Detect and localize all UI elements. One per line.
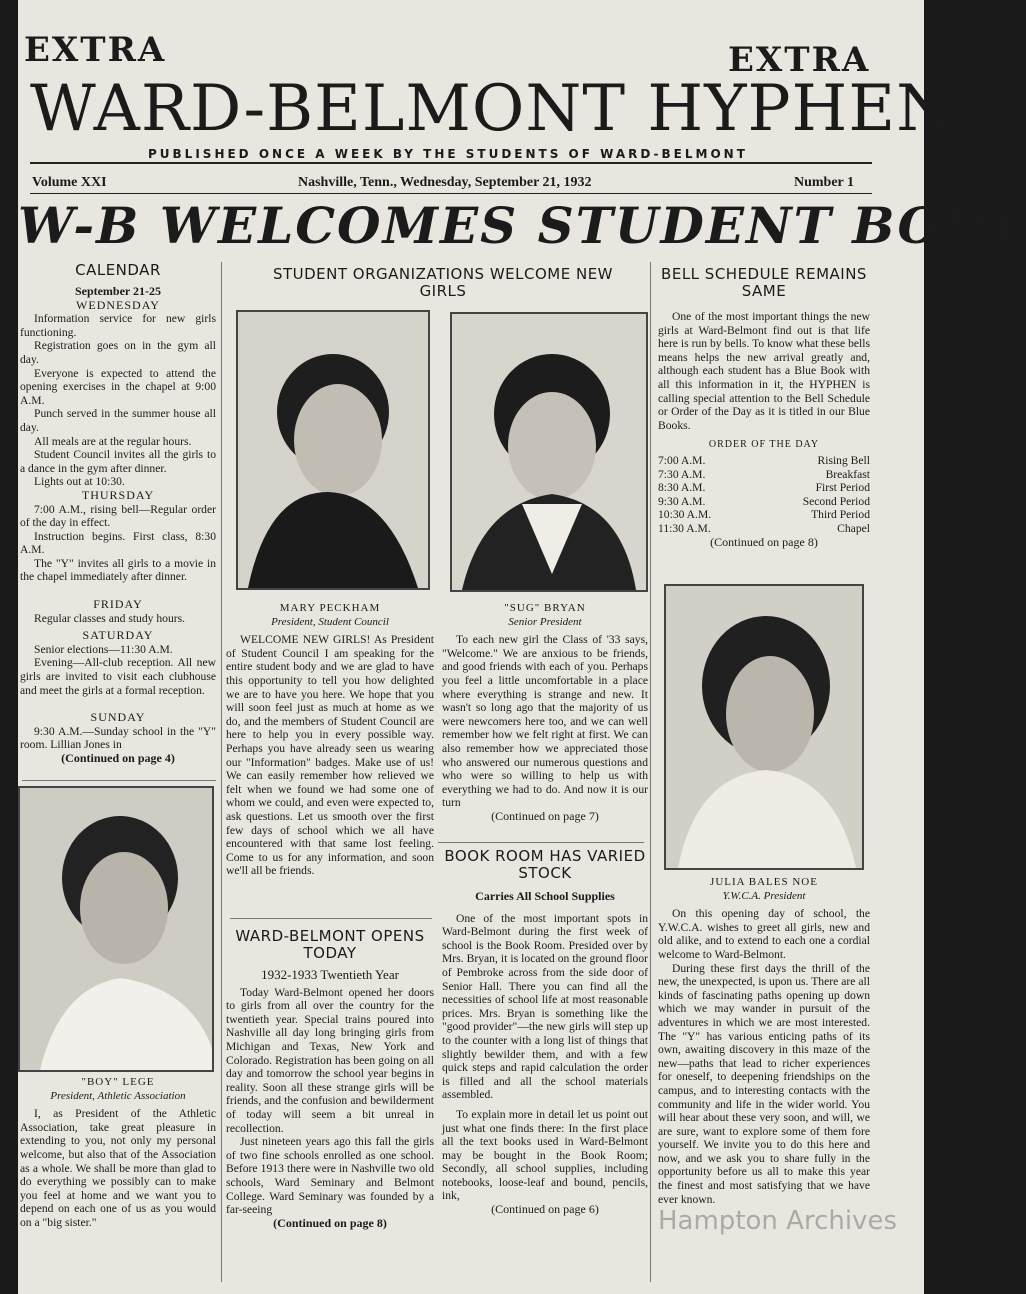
section-rule bbox=[230, 918, 432, 919]
noe-body: On this opening day of school, the Y.W.C.A. wishes to greet all girls, new and old alike, and to extend to each one a cordial welcome to Ward-Belmont. bbox=[658, 907, 870, 961]
bell-body: One of the most important things the new girls at Ward-Belmont find out is that life here is run by bells. To know what these bells means helps the new arrival greatly and, although each student has a Blue Book with all this information in it, the HYPHEN is calling special attention to the Bell Schedule or Order of the Day as it is titled in our Blue Books. bbox=[658, 310, 870, 432]
masthead: WARD-BELMONT HYPHEN bbox=[30, 72, 954, 146]
column-rule bbox=[221, 262, 222, 1282]
noe-photo bbox=[664, 584, 864, 870]
dateline: Nashville, Tenn., Wednesday, September 21, 1932 bbox=[298, 175, 592, 190]
calendar-item: The "Y" invites all girls to a movie in the chapel immediately after dinner. bbox=[20, 556, 216, 584]
bryan-photo bbox=[450, 312, 648, 592]
peckham-article bbox=[226, 602, 434, 878]
lege-name: "BOY" LEGE bbox=[81, 1076, 155, 1088]
calendar-dates: September 21-25 bbox=[74, 284, 162, 298]
calendar-item: 9:30 A.M.—Sunday school in the "Y" room. Lillian Jones in bbox=[20, 724, 216, 752]
schedule-row bbox=[658, 481, 870, 495]
bell-continued: (Continued on page 8) bbox=[710, 534, 818, 549]
dateline-rule bbox=[30, 193, 872, 194]
peckham-name: MARY PECKHAM bbox=[279, 602, 381, 614]
calendar-item: 7:00 A.M., rising bell—Regular order of the day in effect. bbox=[20, 502, 216, 530]
opens-body: Today Ward-Belmont opened her doors to girls from all over the country for the twentieth year. Special trains poured into Nashville all day long bringing girls from Michigan and Texas, New York and Colorado. Registration has been going on all day and tomorrow the school year begins in reality. Soon all these strange girls will be friends, and the confusion and bewilderment of today will seem a bit unreal in recollection. bbox=[226, 985, 434, 1135]
calendar-item: Senior elections—11:30 A.M. bbox=[34, 642, 173, 656]
bryan-name: "SUG" BRYAN bbox=[504, 602, 586, 614]
noe-body2: During these first days the thrill of the new, the unexpected, is upon us. There are all kinds of fascinating paths opening up down which we may wander in pursuit of the adventures in which we are most interested. The "Y" has various enticing paths of its own, awaiting discovery in this maze of the new—paths that lead to richer experiences for oneself, to deepening friendships on the campus, and to interesting contacts with the community and life in the wider world. You will hear about these very soon, and will, we are sure, want to explore some of them fore yourself. We invite you to do this here and now, and we ask you to share fully in the opportunity before us all to make this year the finest and most satisfying that we have ever known. bbox=[658, 961, 870, 1206]
calendar-continued: (Continued on page 4) bbox=[61, 751, 175, 765]
masthead-rule bbox=[30, 162, 872, 164]
opens-body2: Just nineteen years ago this fall the girls of two fine schools enrolled as one school. Before 1913 there were in Nashville two old schools, Ward Seminary and Belmont College. Ward Seminary was founded by a far-seeing bbox=[226, 1135, 434, 1217]
calendar-item: Evening—All-club reception. All new girls are invited to visit each clubhouse and meet the girls at a formal reception. bbox=[20, 656, 216, 697]
calendar-item: Student Council invites all the girls to a dance in the gym after dinner. bbox=[20, 448, 216, 475]
schedule-row bbox=[658, 522, 870, 536]
bell-schedule bbox=[658, 454, 870, 536]
calendar-item: Instruction begins. First class, 8:30 A.M. bbox=[20, 529, 216, 557]
noe-name: JULIA BALES NOE bbox=[710, 876, 818, 888]
day-heading: WEDNESDAY bbox=[76, 297, 160, 312]
main-headline: W-B WELCOMES STUDENT BODY bbox=[18, 196, 1026, 255]
schedule-row bbox=[658, 468, 870, 482]
schedule-time: 7:30 A.M. bbox=[658, 467, 706, 481]
peckham-photo bbox=[236, 310, 430, 590]
bookroom-body: One of the most important spots in Ward-Belmont during the first week of school is the Book Room. Presided over by Mrs. Bryan, it is located on the ground floor of Pembroke across from the side door of Senior Hall. There you can find all the necessities of school life at most reasonable prices. Mrs. Bryan is something like the "good provider"—the new girls will step up to the counter with a long list of things that slightly bewilder them, and with a few quick steps and rapid calculation the order is filled and all the school materials assembled. bbox=[442, 911, 648, 1102]
schedule-event: First Period bbox=[815, 481, 870, 495]
bookroom-body2: To explain more in detail let us point out just what one finds there: In the first place all the text books used in Ward-Belmont may be bought in the Book Room; Secondly, all school supplies, including notebooks, loose-leaf and bound, pencils, ink, bbox=[442, 1107, 648, 1203]
calendar-item: Regular classes and study hours. bbox=[34, 611, 186, 625]
calendar-item: Everyone is expected to attend the opening exercises in the chapel at 9:00 A.M. bbox=[20, 366, 216, 407]
bryan-body: To each new girl the Class of '33 says, "Welcome." We are anxious to be friends, and good friends with each of you. Perhaps you feel a little uncomfortable in a place where everything is strange and new. It wasn't so long ago that the majority of us were newcomers here too, and we can well remember how we felt right at first. We can also remember how we appreciated those who answered our numerous questions and who were so willing to help us with everything we had to do. And now it is our turn bbox=[442, 633, 648, 810]
section-rule bbox=[438, 842, 644, 843]
opens-subhead: 1932-1933 Twentieth Year bbox=[261, 967, 399, 982]
calendar-item: Punch served in the summer house all day. bbox=[20, 407, 216, 434]
bryan-title: Senior President bbox=[508, 615, 582, 628]
schedule-event: Chapel bbox=[837, 521, 870, 535]
schedule-event: Breakfast bbox=[825, 467, 870, 481]
lege-title: President, Athletic Association bbox=[50, 1089, 186, 1102]
schedule-time: 7:00 A.M. bbox=[658, 453, 706, 467]
extra-left: EXTRA bbox=[24, 30, 167, 70]
bookroom-article bbox=[442, 848, 648, 1217]
publisher-line: PUBLISHED ONCE A WEEK BY THE STUDENTS OF WARD-BELMONT bbox=[148, 147, 748, 161]
order-title: ORDER OF THE DAY bbox=[708, 439, 820, 451]
day-heading: SATURDAY bbox=[82, 628, 154, 643]
day-heading: THURSDAY bbox=[81, 487, 155, 502]
calendar-item: Lights out at 10:30. bbox=[34, 475, 125, 489]
bryan-article bbox=[442, 602, 648, 824]
newspaper-page bbox=[18, 0, 1026, 1294]
calendar-item: All meals are at the regular hours. bbox=[34, 434, 192, 448]
column-rule bbox=[650, 262, 651, 1282]
bookroom-headline: BOOK ROOM HAS VARIED STOCK bbox=[444, 847, 646, 882]
day-heading: FRIDAY bbox=[93, 597, 143, 612]
calendar-article bbox=[20, 262, 216, 766]
schedule-time: 10:30 A.M. bbox=[658, 508, 712, 522]
noe-title: Y.W.C.A. President bbox=[722, 889, 806, 902]
bryan-continued: (Continued on page 7) bbox=[491, 808, 599, 823]
schedule-event: Third Period bbox=[811, 508, 870, 522]
schedule-row bbox=[658, 495, 870, 509]
opens-continued: (Continued on page 8) bbox=[273, 1215, 387, 1230]
thursday-list bbox=[20, 503, 216, 585]
noe-article bbox=[658, 876, 870, 1206]
lege-photo bbox=[18, 786, 214, 1072]
peckham-body: WELCOME NEW GIRLS! As President of Student Council I am speaking for the entire student body and we are glad to have this opportunity to tell you how delighted we are to have you here. We hope that you will soon feel just as much at home as we do, and the members of Student Council are here to help you in every possible way. Perhaps you have already seen us wearing our "Information" badges. Make use of us! We can easily remember how relieved we felt when we found we had some one of whom we could, and even were expected to, ask questions. Let us smooth over the first few days of school which we all have encountered with that same lost feeling. Come to us for any information, and soon we'll all be friends. bbox=[226, 633, 434, 878]
extra-right: EXTRA bbox=[728, 40, 871, 80]
opens-headline: WARD-BELMONT OPENS TODAY bbox=[235, 927, 425, 962]
saturday-list bbox=[20, 643, 216, 697]
lege-body: I, as President of the Athletic Association, take great pleasure in extending to you, not only my personal welcome, but also that of the Association as a whole. We shall be more than glad to do everything we possibly can to make you feel at home and we want you to depend on each one of us as you would on a "big sister." bbox=[20, 1107, 216, 1229]
archive-watermark: Hampton Archives bbox=[658, 1206, 897, 1236]
bell-article bbox=[658, 266, 870, 549]
schedule-time: 8:30 A.M. bbox=[658, 481, 706, 495]
issue-number: Number 1 bbox=[794, 175, 855, 190]
wednesday-list bbox=[20, 312, 216, 489]
schedule-time: 9:30 A.M. bbox=[658, 494, 706, 508]
calendar-title: CALENDAR bbox=[75, 261, 161, 279]
opens-article bbox=[226, 928, 434, 1230]
bell-headline: BELL SCHEDULE REMAINS SAME bbox=[661, 265, 867, 300]
sunday-list bbox=[20, 725, 216, 752]
day-heading: SUNDAY bbox=[90, 710, 146, 725]
schedule-event: Rising Bell bbox=[817, 453, 870, 467]
friday-list bbox=[20, 612, 216, 626]
schedule-row bbox=[658, 454, 870, 468]
calendar-item: Registration goes on in the gym all day. bbox=[20, 339, 216, 366]
bookroom-continued: (Continued on page 6) bbox=[491, 1202, 599, 1217]
schedule-event: Second Period bbox=[802, 494, 870, 508]
calendar-item: Information service for new girls functioning. bbox=[20, 312, 216, 339]
lege-article bbox=[20, 1076, 216, 1230]
section-rule bbox=[22, 780, 216, 781]
peckham-title: President, Student Council bbox=[271, 615, 389, 628]
orgs-headline: STUDENT ORGANIZATIONS WELCOME NEW GIRLS bbox=[272, 265, 614, 300]
schedule-row bbox=[658, 508, 870, 522]
schedule-time: 11:30 A.M. bbox=[658, 521, 711, 535]
bookroom-subhead: Carries All School Supplies bbox=[475, 889, 615, 903]
volume: Volume XXI bbox=[32, 175, 107, 190]
